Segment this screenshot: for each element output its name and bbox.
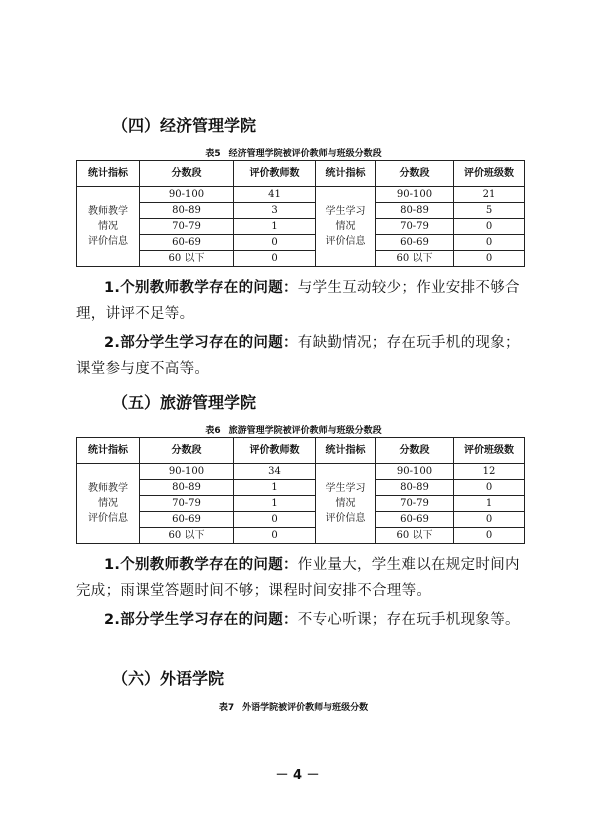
class-count-cell: 0 [454,251,525,267]
class-count-cell: 21 [454,187,525,203]
score-range-cell: 90-100 [376,464,454,480]
score-range-cell: 90-100 [140,187,234,203]
table-title: 旅游管理学院被评价教师与班级分数段 [228,426,382,436]
table-caption [0,146,595,159]
score-range-cell: 70-79 [140,496,234,512]
paragraph [76,552,526,604]
teacher-count-cell: 1 [234,480,316,496]
score-range-cell: 90-100 [376,187,454,203]
page-number: － 4 － [275,768,320,783]
column-header: 评价教师数 [234,161,316,187]
column-header: 分数段 [140,161,234,187]
teacher-count-cell: 41 [234,187,316,203]
table-row [77,251,525,267]
score-range-cell: 60 以下 [376,251,454,267]
score-range-cell: 60 以下 [140,528,234,544]
teacher-count-cell: 3 [234,203,316,219]
section-heading-foreign-languages: （六）外语学院 [112,669,225,688]
table-row [77,528,525,544]
table-row [77,464,525,480]
table-row [77,187,525,203]
teacher-category-cell: 教师教学 情况 评价信息 [77,464,140,544]
score-range-cell: 60-69 [376,235,454,251]
column-header: 统计指标 [316,438,376,464]
score-range-cell: 70-79 [376,219,454,235]
column-header: 评价教师数 [234,438,316,464]
class-count-cell: 5 [454,203,525,219]
table-header-row [77,161,525,187]
class-count-cell: 0 [454,528,525,544]
column-header: 评价班级数 [454,161,525,187]
score-range-cell: 80-89 [140,203,234,219]
table-header-row [77,438,525,464]
table-row [77,480,525,496]
score-range-cell: 60-69 [376,512,454,528]
section-heading-economics: （四）经济管理学院 [112,116,257,135]
paragraph-text: 有缺勤情况；存在玩手机的现象；课堂参与度不高等。 [76,335,520,377]
paragraph-text: 作业量大，学生难以在规定时间内完成；雨课堂答题时间不够；课程时间安排不合理等。 [76,557,520,599]
class-count-cell: 1 [454,496,525,512]
teacher-category-cell: 教师教学 情况 评价信息 [77,187,140,267]
score-range-cell: 70-79 [376,496,454,512]
table-title: 经济管理学院被评价教师与班级分数段 [228,149,382,159]
score-range-cell: 80-89 [376,203,454,219]
paragraph-label: 1.个别教师教学存在的问题： [104,280,298,296]
table-number: 表7 [218,703,235,713]
teacher-count-cell: 34 [234,464,316,480]
table-caption [0,700,595,713]
teacher-count-cell: 1 [234,496,316,512]
table-number: 表6 [205,426,221,436]
score-range-cell: 60 以下 [376,528,454,544]
paragraph-text: 不专心听课；存在玩手机现象等。 [297,612,520,628]
paragraph-label: 2.部分学生学习存在的问题： [104,335,298,351]
section-heading-tourism: （五）旅游管理学院 [112,393,257,412]
class-count-cell: 0 [454,480,525,496]
paragraph-label: 2.部分学生学习存在的问题： [104,612,298,628]
paragraph-text: 与学生互动较少；作业安排不够合理，讲评不足等。 [76,280,520,322]
score-range-cell: 80-89 [376,480,454,496]
column-header: 分数段 [376,438,454,464]
column-header: 统计指标 [77,161,140,187]
teacher-count-cell: 0 [234,528,316,544]
paragraph [76,607,526,633]
class-count-cell: 0 [454,219,525,235]
table-row [77,496,525,512]
column-header: 统计指标 [316,161,376,187]
score-range-cell: 90-100 [140,464,234,480]
student-category-cell: 学生学习 情况 评价信息 [316,187,376,267]
score-range-cell: 60 以下 [140,251,234,267]
column-header: 分数段 [376,161,454,187]
score-range-cell: 60-69 [140,235,234,251]
teacher-count-cell: 0 [234,235,316,251]
paragraph [76,330,526,382]
column-header: 分数段 [140,438,234,464]
column-header: 评价班级数 [454,438,525,464]
teacher-count-cell: 1 [234,219,316,235]
paragraph [76,275,526,327]
class-count-cell: 0 [454,512,525,528]
table-row [77,203,525,219]
score-range-cell: 70-79 [140,219,234,235]
table-row [77,219,525,235]
score-range-cell: 80-89 [140,480,234,496]
class-count-cell: 0 [454,235,525,251]
score-table [76,437,525,544]
class-count-cell: 12 [454,464,525,480]
table-row [77,512,525,528]
table-title: 外语学院被评价教师与班级分数 [242,703,369,713]
table-row [77,235,525,251]
column-header: 统计指标 [77,438,140,464]
score-table [76,160,525,267]
score-range-cell: 60-69 [140,512,234,528]
paragraph-label: 1.个别教师教学存在的问题： [104,557,298,573]
teacher-count-cell: 0 [234,512,316,528]
teacher-count-cell: 0 [234,251,316,267]
table-number: 表5 [205,149,221,159]
table-caption [0,423,595,436]
student-category-cell: 学生学习 情况 评价信息 [316,464,376,544]
